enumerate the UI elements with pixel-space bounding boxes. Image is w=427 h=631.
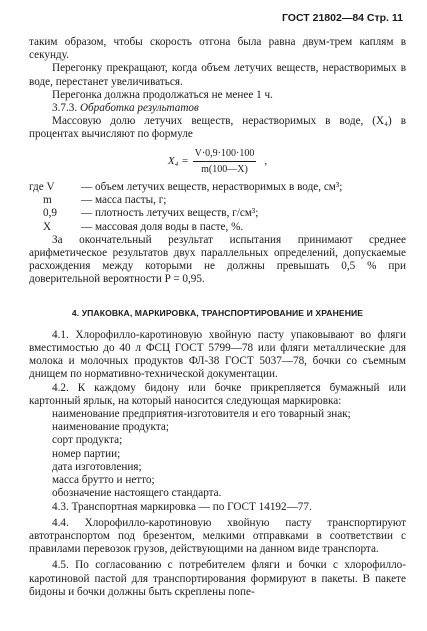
list-item: обозначение настоящего стандарта. xyxy=(52,487,222,500)
page-header: ГОСТ 21802—84 Стр. 11 xyxy=(281,12,403,24)
formula-denominator: m(100—X) xyxy=(201,163,248,175)
definition-row xyxy=(29,181,406,194)
paragraph-formula-intro: Массовую долю летучих веществ, нерастворимых в воде, (X₄) в процентах вычисляют по формуле xyxy=(29,115,406,141)
subsection-number: 3.7.3. xyxy=(52,102,78,115)
subsection-title: Обработка результатов xyxy=(79,102,199,115)
definition-text: — масса пасты, г; xyxy=(81,194,167,207)
subsection-heading xyxy=(29,102,406,115)
paragraph-4-3: 4.3. Транспортная маркировка — по ГОСТ 14192—77. xyxy=(52,500,312,513)
paragraph-4-4: 4.4. Хлорофилло-каротиновую хвойную пасту транспортируют автотранспортом под брезентом, мелкими отправками в соответствии с правилами перевозок грузов, действующими на данном виде транспорта. xyxy=(29,516,406,556)
paragraph-continued: таким образом, чтобы скорость отгона была равна двум-трем каплям в секунду. xyxy=(29,36,406,62)
paragraph-distillation-duration: Перегонка должна продолжаться не менее 1 ч. xyxy=(52,88,273,101)
section-title: 4. УПАКОВКА, МАРКИРОВКА, ТРАНСПОРТИРОВАНИЕ И ХРАНЕНИЕ xyxy=(71,307,364,318)
paragraph-4-1: 4.1. Хлорофилло-каротиновую хвойную пасту упаковывают во фляги вместимостью до 40 л ФСЦ ГОСТ 5799—78 или фляги металлические для молока и молочных продуктов ФЛ-38 ГОСТ 5037—78, бочки со съемным днищем по нормативно-технической документации. xyxy=(29,328,406,381)
definition-label: где V xyxy=(29,181,55,194)
formula-numerator: V·0,9·100·100 xyxy=(193,147,257,162)
paragraph-4-2: 4.2. К каждому бидону или бочке прикрепляется бумажный или картонный ярлык, на который наносится следующая маркировка: xyxy=(29,381,406,407)
definition-label: 0,9 xyxy=(43,207,57,220)
definition-row xyxy=(29,221,406,234)
paragraph-final-result: За окончательный результат испытания принимают среднее арифметическое результатов двух параллельных определений, допускаемые расхождения между которыми не должны превышать 0,5 % при доверительной вероятности P = 0,95. xyxy=(29,233,406,286)
list-item: наименование продукта; xyxy=(52,421,169,434)
list-item: дата изготовления; xyxy=(52,460,142,473)
definition-row xyxy=(29,194,406,207)
definition-text: — массовая доля воды в пасте, %. xyxy=(81,220,244,233)
list-item: номер партии; xyxy=(52,447,121,460)
paragraph-distillation-stop: Перегонку прекращают, когда объем летучих веществ, нерастворимых в воде, перестанет увеличиваться. xyxy=(29,62,406,88)
formula-definitions xyxy=(29,181,406,234)
definition-text: — объем летучих веществ, нерастворимых в воде, см³; xyxy=(81,181,343,194)
definition-row xyxy=(29,207,406,220)
definition-text: — плотность летучих веществ, г/см³; xyxy=(81,207,259,220)
marking-list xyxy=(29,408,406,500)
formula-lhs: X₄ = xyxy=(167,154,189,167)
formula-tail: , xyxy=(264,154,268,167)
formula xyxy=(29,147,406,176)
page-content xyxy=(29,36,406,599)
list-item: сорт продукта; xyxy=(52,434,123,447)
definition-label: m xyxy=(43,194,52,207)
definition-label: X xyxy=(43,220,52,233)
formula-fraction xyxy=(193,147,257,176)
paragraph-4-5: 4.5. По согласованию с потребителем фляги и бочки с хлорофилло-каротиновой пастой для транспортирования формируют в пакеты. В пакете бидоны и бочки должны быть скреплены попе- xyxy=(29,559,406,598)
list-item: масса брутто и нетто; xyxy=(52,474,155,487)
list-item: наименование предприятия-изготовителя и его товарный знак; xyxy=(52,408,351,421)
